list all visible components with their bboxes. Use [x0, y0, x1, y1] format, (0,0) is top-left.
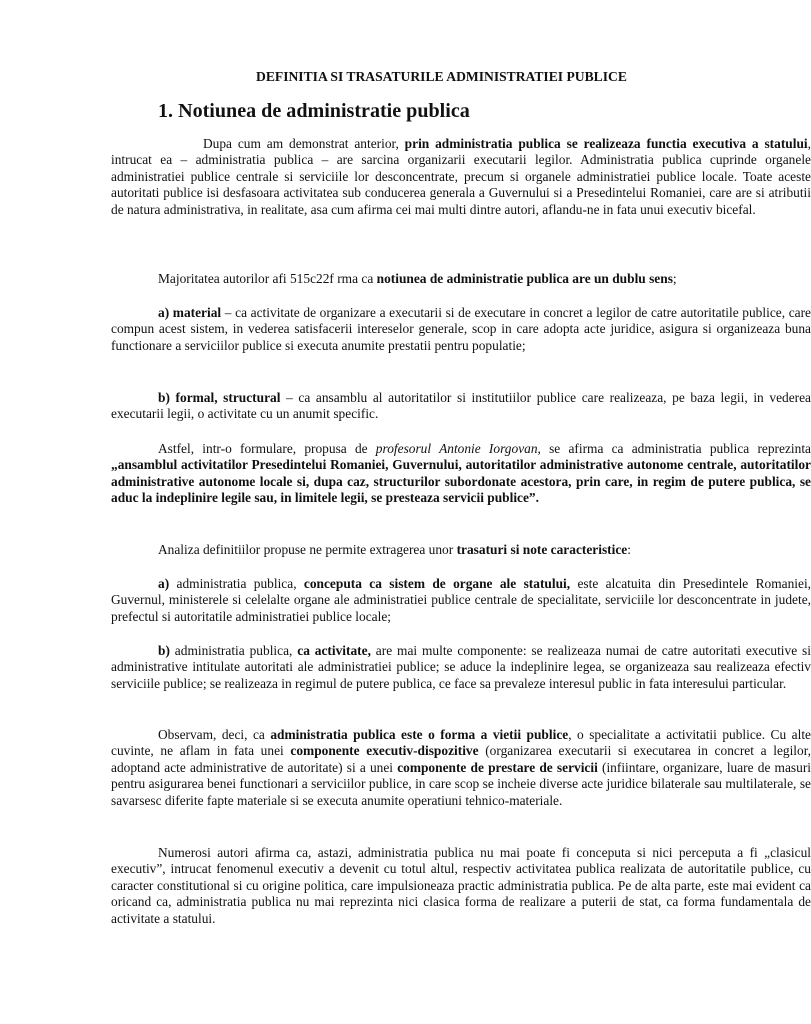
text-run: Numerosi autori afirma ca, astazi, administratia publica nu mai poate fi conceputa si nici perceputa a fi „clasicul executiv”, intrucat fenomenul executiv a devenit cu totul altul, respectiv activitatea publica realizata de autoritatile publice, cu caracter constitutional si cu origine politica, care impulsioneaza practic administratia publica. Pe de alta parte, este mai evident ca oricand ca, administratia publica nu mai reprezinta nici clasica forma de realizare a puterii de stat, ca forma fundamentala de activitate a statului.: [111, 845, 811, 926]
text-run: (infiintare, organizare, luare de masuri pentru asigurarea benei functionari a serviciilor publice, in care scop se incheie diverse acte juridice bilaterale sau multilaterale, se savarsesc diferite fapte materiale si se executa anumite operatiuni tehnico-materiale.: [111, 759, 811, 808]
section-heading: 1. Notiunea de administratie publica: [158, 100, 470, 122]
bold-text-run: b) formal, structural: [158, 390, 281, 405]
text-run: Dupa cum am demonstrat anterior,: [203, 136, 405, 151]
text-run: se afirma ca administratia publica reprezinta: [540, 441, 811, 456]
text-run: , o specialitate a activitatii publice. Cu alte cuvinte, ne aflam in fata unei: [111, 727, 811, 759]
text-run: – ca activitate de organizare a executarii si de executare in concret a legilor de catre autoritatile publice, care compun acest sistem, in vederea satisfacerii intereselor generale, scop in care adopta acte juridice, asigura si organizeaza buna functionare a serviciilor publice si executa anumite prestatii pentru populatie;: [111, 305, 811, 353]
bold-text-run: notiunea de administratie publica are un dublu sens: [376, 271, 673, 286]
paragraph-iorgovan-definition: [111, 441, 811, 507]
bold-text-run: a) material: [158, 305, 222, 320]
text-run: Observam, deci, ca: [158, 727, 271, 742]
paragraph-formal-sense: [111, 390, 811, 423]
paragraph-characteristics-intro: [111, 542, 811, 558]
text-run: :: [627, 542, 631, 557]
bold-text-run: componente de prestare de servicii: [397, 759, 598, 775]
paragraph-material-sense: [111, 305, 811, 354]
text-run: (organizarea executarii si executarea in concret a legilor, adoptand acte administrative de autoritate) si a unei: [111, 743, 811, 775]
bold-text-run: componente executiv-dispozitive: [290, 743, 479, 759]
bold-text-run: ca activitate,: [297, 643, 371, 658]
paragraph-organs-system: [111, 576, 811, 625]
text-run: , intrucat ea – administratia publica – are sarcina organizarii executarii legilor. Administratia publica cuprinde organele administratiei publice centrale si serviciile lor desconcentrate, precum si organele administratiei publice locale. Toate aceste autoritati publice isi desfasoara activitatea sub conducerea generala a Guvernului si a Presedintelui Romaniei, care are si atributii de natura administrativa, in realitate, asa cum afirma cei mai multi dintre autori, aflandu-ne in fata unui executiv bicefal.: [111, 136, 811, 217]
text-run: Majoritatea autorilor afi 515c22f rma ca: [158, 271, 377, 286]
bold-text-run: trasaturi si note caracteristice: [456, 542, 628, 557]
paragraph-dual-meaning: [111, 271, 811, 287]
bold-text-run: administratia publica este o forma a vietii publice: [270, 727, 569, 742]
bold-text-run: prin administratia publica se realizeaza functia executiva a statului: [404, 136, 808, 151]
paragraph-public-life-form: [111, 727, 811, 809]
text-run: administratia publica,: [169, 576, 304, 591]
paragraph-activity: [111, 643, 811, 692]
italic-text-run: profesorul Antonie Iorgovan,: [375, 441, 541, 456]
paragraph-classic-executive: [111, 845, 811, 927]
text-run: ;: [672, 271, 677, 286]
text-run: – ca ansamblu al autoritatilor si institutiilor publice care realizeaza, pe baza legii, in vederea executarii legii, o activitate cu un anumit specific.: [111, 390, 811, 422]
text-run: administratia publica,: [169, 643, 298, 658]
bold-text-run: „ansamblul activitatilor Presedintelui Romaniei, Guvernului, autoritatilor administrative autonome centrale, autoritatilor administrative autonome locale si, dupa caz, structurilor subordonate acestora, prin care, in regim de putere publica, se aduc la indeplinire legile sau, in limitele legii, se presteaza servicii publice”.: [111, 457, 811, 506]
bold-text-run: b): [158, 643, 170, 658]
bold-text-run: conceputa ca sistem de organe ale statului,: [303, 576, 571, 591]
document-title: DEFINITIA SI TRASATURILE ADMINISTRATIEI PUBLICE: [256, 69, 627, 84]
text-run: are mai multe componente: se realizeaza numai de catre autoritati executive si administrative intitulate autoritati ale administratiei publice; se aduce la indeplinire legea, se organizeaza sau realizeaza efectiv serviciile publice; se realizeaza in regimul de putere publica, ce face sa prevaleze interesul public in fata interesului particular.: [111, 643, 811, 691]
paragraph-intro: [111, 136, 811, 218]
text-run: este alcatuita din Presedintele Romaniei, Guvernul, ministerele si celelalte organe ale administratiei publice centrale de specialitate, serviciile lor desconcentrate in judete, prefectul si autoritatile administratiei publice locale;: [111, 576, 811, 624]
text-run: Astfel, intr-o formulare, propusa de: [158, 441, 376, 456]
bold-text-run: a): [158, 576, 170, 591]
text-run: Analiza definitiilor propuse ne permite extragerea unor: [158, 542, 457, 557]
